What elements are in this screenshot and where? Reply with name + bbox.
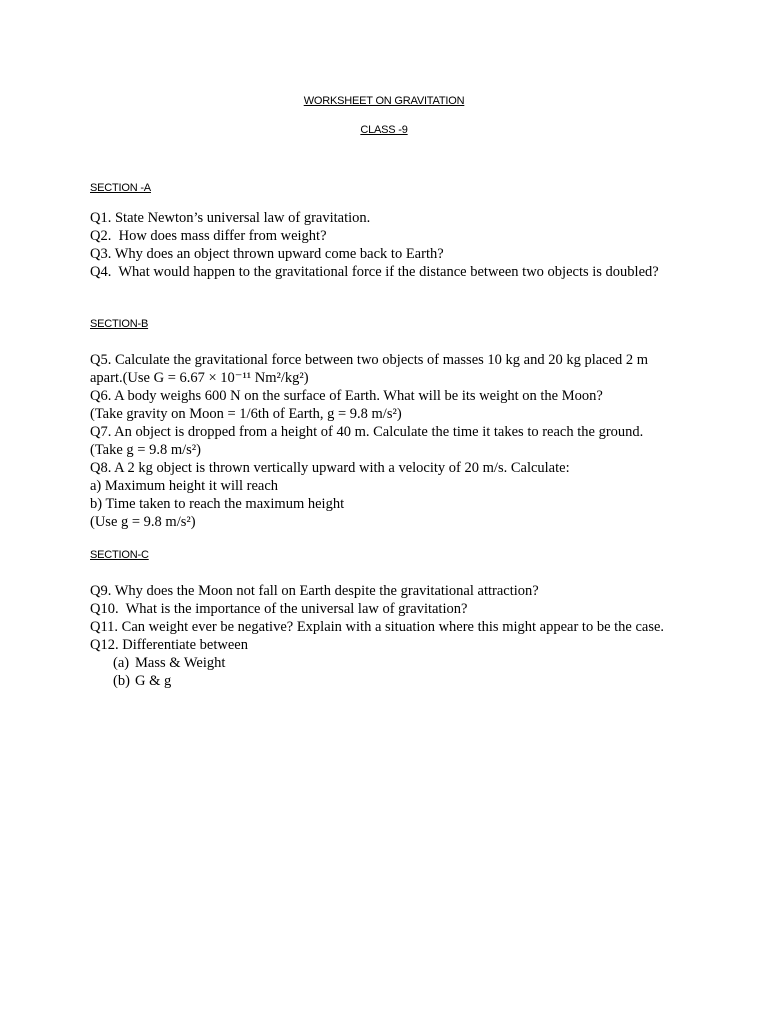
question-8-part-a: a) Maximum height it will reach bbox=[90, 478, 279, 494]
section-c-heading: SECTION-C bbox=[90, 549, 149, 561]
section-a-questions bbox=[90, 209, 680, 281]
question-1: Q1. State Newton’s universal law of gravitation. bbox=[90, 210, 371, 226]
section-b-questions bbox=[90, 351, 680, 531]
item-text: Mass & Weight bbox=[135, 655, 226, 671]
question-10: Q10. What is the importance of the universal law of gravitation? bbox=[90, 601, 468, 617]
question-7: Q7. An object is dropped from a height of 40 m. Calculate the time it takes to reach the ground. bbox=[90, 424, 644, 440]
item-label: (a) bbox=[113, 655, 130, 671]
section-a-heading: SECTION -A bbox=[90, 182, 151, 194]
question-8-part-b: b) Time taken to reach the maximum height bbox=[90, 496, 345, 512]
question-8-note: (Use g = 9.8 m/s²) bbox=[90, 514, 196, 530]
section-b-heading: SECTION-B bbox=[90, 318, 149, 330]
question-7-note: (Take g = 9.8 m/s²) bbox=[90, 442, 201, 458]
question-11: Q11. Can weight ever be negative? Explain with a situation where this might appear to be the case. bbox=[90, 619, 665, 635]
question-6-note: (Take gravity on Moon = 1/6th of Earth, g = 9.8 m/s²) bbox=[90, 406, 402, 422]
question-12-item-b bbox=[90, 672, 680, 690]
question-6: Q6. A body weighs 600 N on the surface of Earth. What will be its weight on the Moon? bbox=[90, 388, 603, 404]
question-12-item-a bbox=[90, 654, 680, 672]
class-label: CLASS -9 bbox=[360, 124, 408, 136]
question-8: Q8. A 2 kg object is thrown vertically upward with a velocity of 20 m/s. Calculate: bbox=[90, 460, 570, 476]
worksheet-title: WORKSHEET ON GRAVITATION bbox=[303, 95, 465, 107]
item-text: G & g bbox=[135, 673, 172, 689]
item-label: (b) bbox=[113, 673, 130, 689]
question-3: Q3. Why does an object thrown upward come back to Earth? bbox=[90, 246, 444, 262]
question-5: Q5. Calculate the gravitational force between two objects of masses 10 kg and 20 kg placed 2 m apart.(Use G = 6.67 × 10⁻¹¹ Nm²/kg²) bbox=[90, 352, 652, 386]
section-c-questions bbox=[90, 582, 680, 690]
question-9: Q9. Why does the Moon not fall on Earth despite the gravitational attraction? bbox=[90, 583, 539, 599]
question-4: Q4. What would happen to the gravitational force if the distance between two objects is doubled? bbox=[90, 264, 659, 280]
question-12: Q12. Differentiate between bbox=[90, 637, 248, 653]
question-2: Q2. How does mass differ from weight? bbox=[90, 228, 327, 244]
